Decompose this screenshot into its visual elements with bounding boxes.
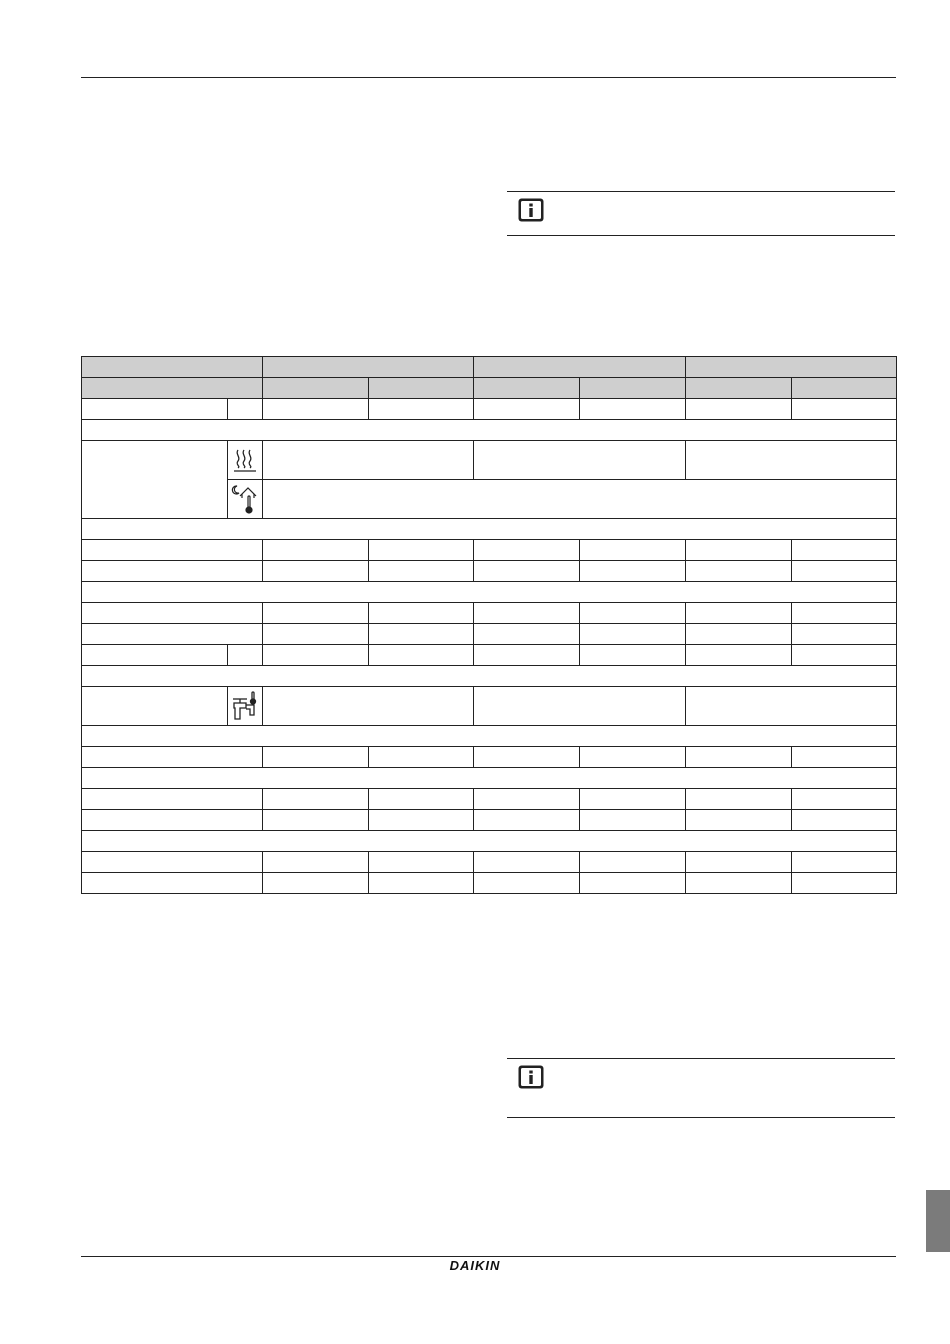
chapter-side-tab [926,1190,950,1252]
table-subheader-row [82,378,897,399]
daikin-logo: DAIKIN [449,1258,501,1273]
table-row [82,852,897,873]
table-row [82,561,897,582]
table-row [82,873,897,894]
table-section-row [82,582,897,603]
table-row [82,624,897,645]
heat-waves-icon [232,446,258,474]
table-header-row [82,357,897,378]
table-row [82,399,897,420]
table-row [82,540,897,561]
header-rule [81,77,896,78]
table-row [82,603,897,624]
night-house-thermometer-icon [231,483,259,515]
table-section-row [82,831,897,852]
table-section-row [82,519,897,540]
info-box-bottom [507,1058,895,1118]
spec-table [81,356,897,894]
tap-thermometer-icon [230,689,260,723]
footer-rule [81,1256,896,1257]
table-section-row [82,768,897,789]
table-row [82,810,897,831]
info-box-top [507,191,895,236]
table-row [82,747,897,768]
info-icon [518,1065,544,1089]
table-row [82,789,897,810]
table-section-row [82,666,897,687]
table-row [82,441,897,480]
table-section-row [82,420,897,441]
table-section-row [82,726,897,747]
table-row [82,687,897,726]
table-row [82,645,897,666]
info-icon [518,198,544,222]
